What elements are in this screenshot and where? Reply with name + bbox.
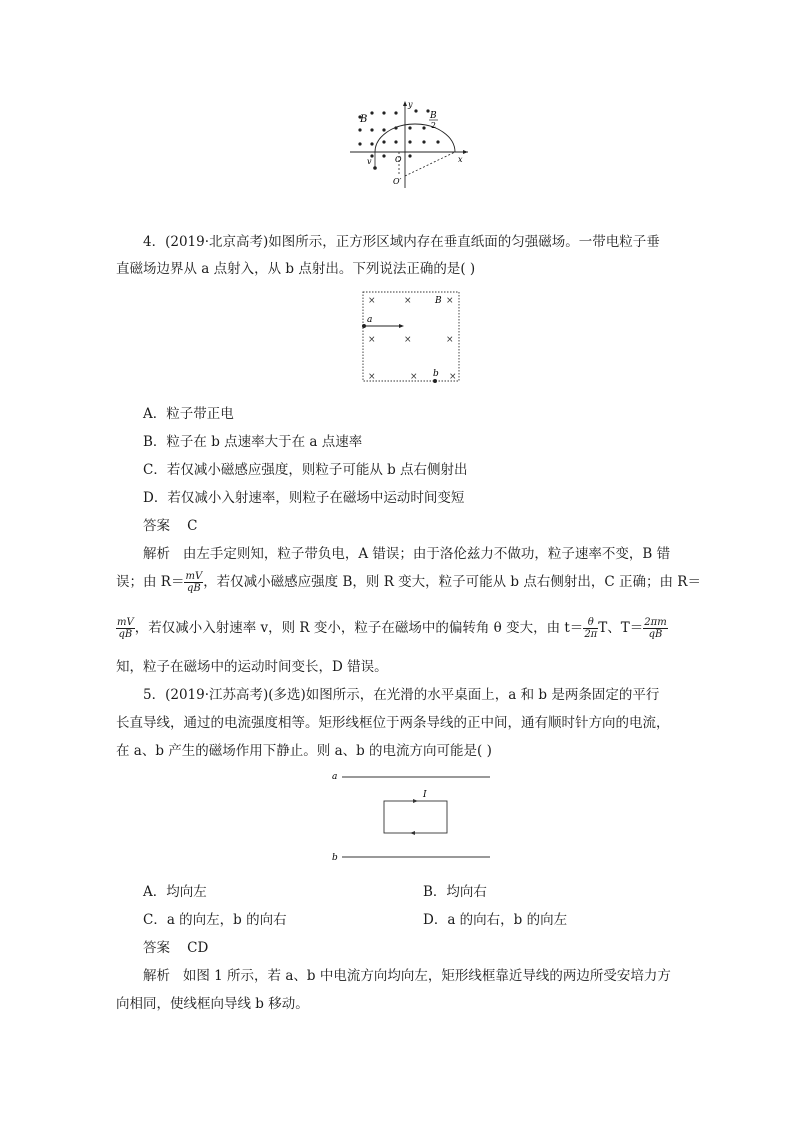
q5-option-c: C．a 的向左，b 的向右 xyxy=(143,912,287,928)
cross-mark: × xyxy=(368,296,376,306)
label-I: I xyxy=(423,790,427,800)
q5-answer xyxy=(143,936,208,956)
cross-mark: × xyxy=(449,372,457,382)
label-O-prime: O′ xyxy=(393,177,402,186)
q4-option-c: C．若仅减小磁感应强度，则粒子可能从 b 点右侧射出 xyxy=(143,462,468,478)
cross-mark: × xyxy=(446,335,454,345)
parallel-wires-figure xyxy=(330,767,492,863)
q5-analysis-line2: 向相同，使线框向导线 b 移动。 xyxy=(116,996,309,1012)
label-B-half-num: B xyxy=(430,111,437,121)
label-v: v xyxy=(367,157,372,166)
q4-analysis-line3: $\frac{mV}{qB}$ ，若仅减小入射速率 v，则 R 变小，粒子在磁场中的偏转角 θ 变大，由 t＝ $\frac{\theta}{2\pi}$ T、T＝ $\frac{2\pi m}{qB}$ xyxy=(117,617,667,640)
square-field-figure xyxy=(361,290,461,383)
q4-stem-line1: 4．(2019·北京高考)如图所示，正方形区域内存在垂直纸面的匀强磁场。一带电粒子垂 xyxy=(143,234,660,250)
q4-stem-line2: 直磁场边界从 a 点射入，从 b 点射出。下列说法正确的是( ) xyxy=(116,261,476,277)
q4-analysis-line2: 误；由 R＝ $\frac{mV}{qB}$ ，若仅减小磁感应强度 B，则 R 变大，粒子可能从 b 点右侧射出，C 正确；由 R＝ xyxy=(116,571,701,594)
label-B: B xyxy=(360,114,368,125)
q5-analysis-line1: 解析 如图 1 所示，若 a、b 中电流方向均向左，矩形线框靠近导线的两边所受安培力方 xyxy=(143,968,671,984)
label-x: x xyxy=(458,155,463,164)
q4-option-b: B．粒子在 b 点速率大于在 a 点速率 xyxy=(143,434,363,450)
cross-mark: × xyxy=(410,372,418,382)
cross-mark: × xyxy=(368,372,376,382)
cross-mark: × xyxy=(446,296,454,306)
cross-mark: × xyxy=(404,335,412,345)
cross-mark: × xyxy=(404,296,412,306)
answer-value: CD xyxy=(187,940,209,956)
analysis-label: 解析 xyxy=(143,546,170,562)
label-B-half-den: 2 xyxy=(431,121,437,130)
q5-option-a: A．均向左 xyxy=(143,884,207,900)
q4-analysis-line1: 解析 由左手定则知，粒子带负电，A 错误；由于洛伦兹力不做功，粒子速率不变，B 错 xyxy=(143,546,671,562)
label-a: a xyxy=(367,315,373,325)
label-y: y xyxy=(408,100,413,109)
magnetic-field-figure-prev xyxy=(350,98,475,188)
answer-label: 答案 xyxy=(143,940,170,956)
label-b: b xyxy=(332,853,338,863)
q5-option-b: B．均向右 xyxy=(423,884,487,900)
formula-fraction: $\frac{mV}{qB}$ xyxy=(117,617,134,640)
q5-stem-line1: 5．(2019·江苏高考)(多选)如图所示，在光滑的水平桌面上，a 和 b 是两条固定的平行 xyxy=(143,687,660,703)
q4-answer xyxy=(143,514,198,534)
formula-fraction: $\frac{\theta}{2\pi}$ xyxy=(584,617,598,640)
q5-stem-line2: 长直导线，通过的电流强度相等。矩形线框位于两条导线的正中间，通有顺时针方向的电流， xyxy=(116,715,670,731)
q5-option-d: D．a 的向右，b 的向左 xyxy=(423,912,568,928)
answer-label: 答案 xyxy=(143,518,170,534)
q5-stem-line3: 在 a、b 产生的磁场作用下静止。则 a、b 的电流方向可能是( ) xyxy=(116,743,492,759)
cross-mark: × xyxy=(368,335,376,345)
label-a: a xyxy=(332,772,338,782)
q4-option-a: A．粒子带正电 xyxy=(143,406,234,422)
formula-fraction: $\frac{mV}{qB}$ xyxy=(185,571,203,594)
label-O: O xyxy=(395,155,402,164)
answer-value: C xyxy=(187,518,198,534)
q4-analysis-line4: 知，粒子在磁场中的运动时间变长，D 错误。 xyxy=(116,659,388,675)
q4-option-d: D．若仅减小入射速率，则粒子在磁场中运动时间变短 xyxy=(143,490,465,506)
label-B: B xyxy=(435,296,442,306)
formula-fraction: $\frac{2\pi m}{qB}$ xyxy=(644,617,667,640)
analysis-label: 解析 xyxy=(143,968,170,984)
label-b: b xyxy=(433,369,439,379)
